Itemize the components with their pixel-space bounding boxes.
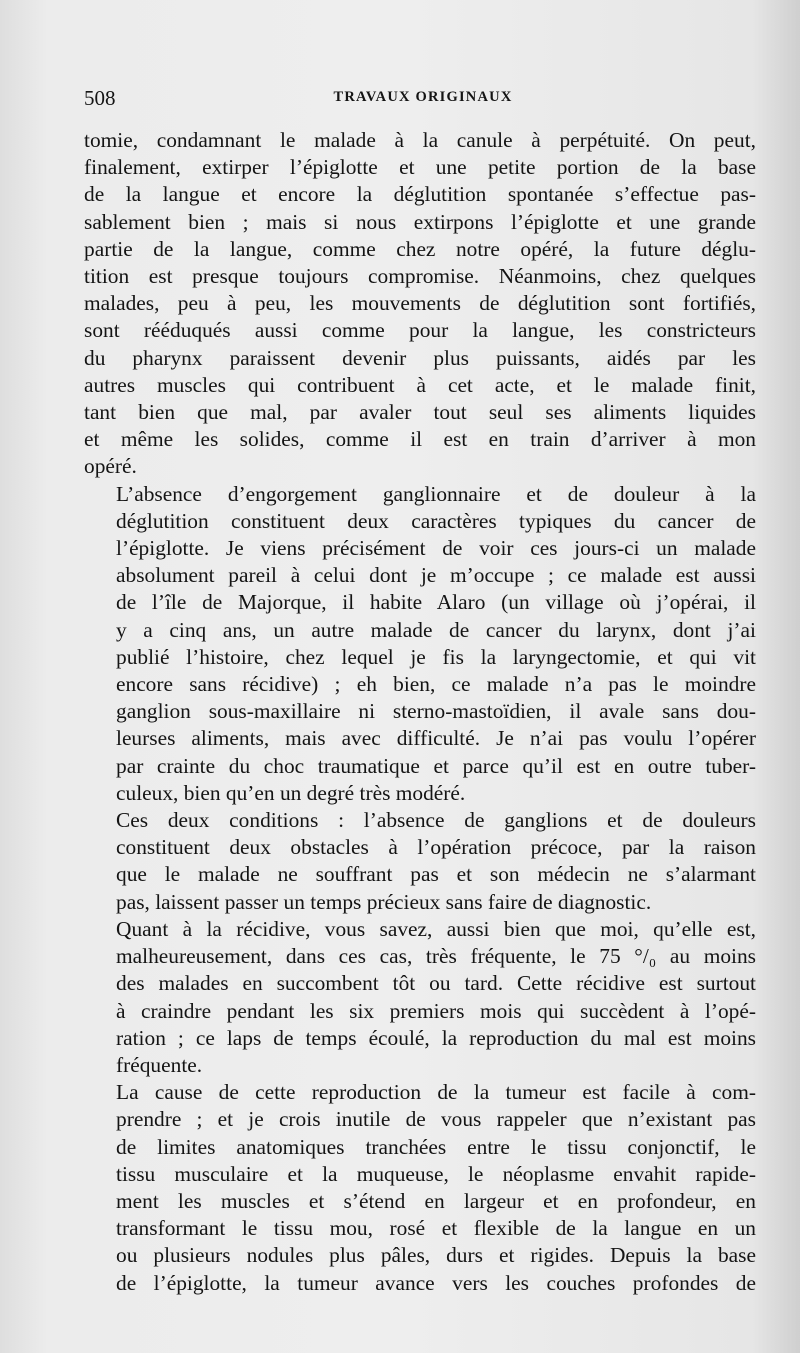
text-line: déglutition constituent deux caractères typiques du cancer de — [116, 508, 756, 533]
page-number: 508 — [84, 86, 116, 110]
paragraph — [84, 916, 756, 1079]
text-line: leurses aliments, mais avec difficulté. Je n’ai pas voulu l’opérer — [116, 726, 756, 751]
paragraph — [84, 807, 756, 916]
text-line: par crainte du choc traumatique et parce qu’il est en outre tuber- — [116, 753, 756, 778]
text-line: y a cinq ans, un autre malade de cancer du larynx, dont j’ai — [116, 617, 756, 642]
text-line: autres muscles qui contribuent à cet acte, et le malade finit, — [84, 372, 756, 397]
text-line: L’absence d’engorgement ganglionnaire et de douleur à la — [116, 481, 756, 506]
text-line: de l’épiglotte, la tumeur avance vers les couches profondes de — [116, 1270, 756, 1295]
text-line: et même les solides, comme il est en train d’arriver à mon — [84, 427, 756, 452]
text-line: ration ; ce laps de temps écoulé, la reproduction du mal est moins — [116, 1025, 756, 1050]
text-line: tomie, condamnant le malade à la canule à perpétuité. On peut, — [84, 128, 756, 152]
text-line: sont rééduqués aussi comme pour la langue, les constricteurs — [84, 318, 756, 343]
text-line: opéré. — [84, 454, 137, 479]
text-line: culeux, bien qu’en un degré très modéré. — [116, 780, 466, 805]
text-line: prendre ; et je crois inutile de vous rappeler que n’existant pas — [116, 1107, 756, 1132]
text-line: transformant le tissu mou, rosé et flexible de la langue en un — [116, 1216, 756, 1241]
text-line: tition est presque toujours compromise. Néanmoins, chez quelques — [84, 264, 756, 289]
text-line: ment les muscles et s’étend en largeur et en profondeur, en — [116, 1188, 756, 1213]
text-line: fréquente. — [116, 1052, 203, 1077]
running-head — [84, 86, 740, 116]
text-line: partie de la langue, comme chez notre opéré, la future déglu- — [84, 236, 756, 261]
body-text — [84, 127, 756, 1297]
text-line: absolument pareil à celui dont je m’occupe ; ce malade est aussi — [116, 563, 756, 588]
text-line: Quant à la récidive, vous savez, aussi bien que moi, qu’elle est, — [116, 916, 756, 941]
running-head-title: TRAVAUX ORIGINAUX — [333, 89, 513, 105]
text-line: pas, laissent passer un temps précieux sans faire de diagnostic. — [116, 889, 652, 914]
text-line: des malades en succombent tôt ou tard. Cette récidive est surtout — [116, 971, 756, 996]
text-line: publié l’histoire, chez lequel je fis la laryngectomie, et qui vit — [116, 644, 756, 669]
text-line: tant bien que mal, par avaler tout seul ses aliments liquides — [84, 400, 756, 425]
text-line: encore sans récidive) ; eh bien, ce malade n’a pas le moindre — [116, 672, 756, 697]
text-line: malades, peu à peu, les mouvements de déglutition sont fortifiés, — [84, 291, 756, 316]
text-line: La cause de cette reproduction de la tumeur est facile à com- — [116, 1080, 756, 1105]
text-line: Ces deux conditions : l’absence de ganglions et de douleurs — [116, 808, 756, 833]
paragraph — [84, 1079, 756, 1297]
text-line: que le malade ne souffrant pas et son médecin ne s’alarmant — [116, 862, 756, 887]
text-line: constituent deux obstacles à l’opération précoce, par la raison — [116, 835, 756, 860]
text-line: sablement bien ; mais si nous extirpons l’épiglotte et une grande — [84, 209, 756, 234]
text-line: du pharynx paraissent devenir plus puissants, aidés par les — [84, 345, 756, 370]
text-line: ou plusieurs nodules plus pâles, durs et rigides. Depuis la base — [116, 1243, 756, 1268]
text-line: tissu musculaire et la muqueuse, le néoplasme envahit rapide- — [116, 1161, 756, 1186]
text-line: ganglion sous-maxillaire ni sterno-mastoïdien, il avale sans dou- — [116, 699, 756, 724]
text-line: malheureusement, dans ces cas, très fréquente, le 75 °/₀ au moins — [116, 944, 756, 969]
text-line: à craindre pendant les six premiers mois qui succèdent à l’opé- — [116, 998, 756, 1023]
text-line: finalement, extirper l’épiglotte et une petite portion de la base — [84, 155, 756, 180]
text-line: de l’île de Majorque, il habite Alaro (un village où j’opérai, il — [116, 590, 756, 615]
paragraph — [84, 481, 756, 807]
text-line: de la langue et encore la déglutition spontanée s’effectue pas- — [84, 182, 756, 207]
paragraph — [84, 127, 756, 481]
text-line: de limites anatomiques tranchées entre le tissu conjonctif, le — [116, 1134, 756, 1159]
text-line: l’épiglotte. Je viens précisément de voir ces jours-ci un malade — [116, 536, 756, 561]
